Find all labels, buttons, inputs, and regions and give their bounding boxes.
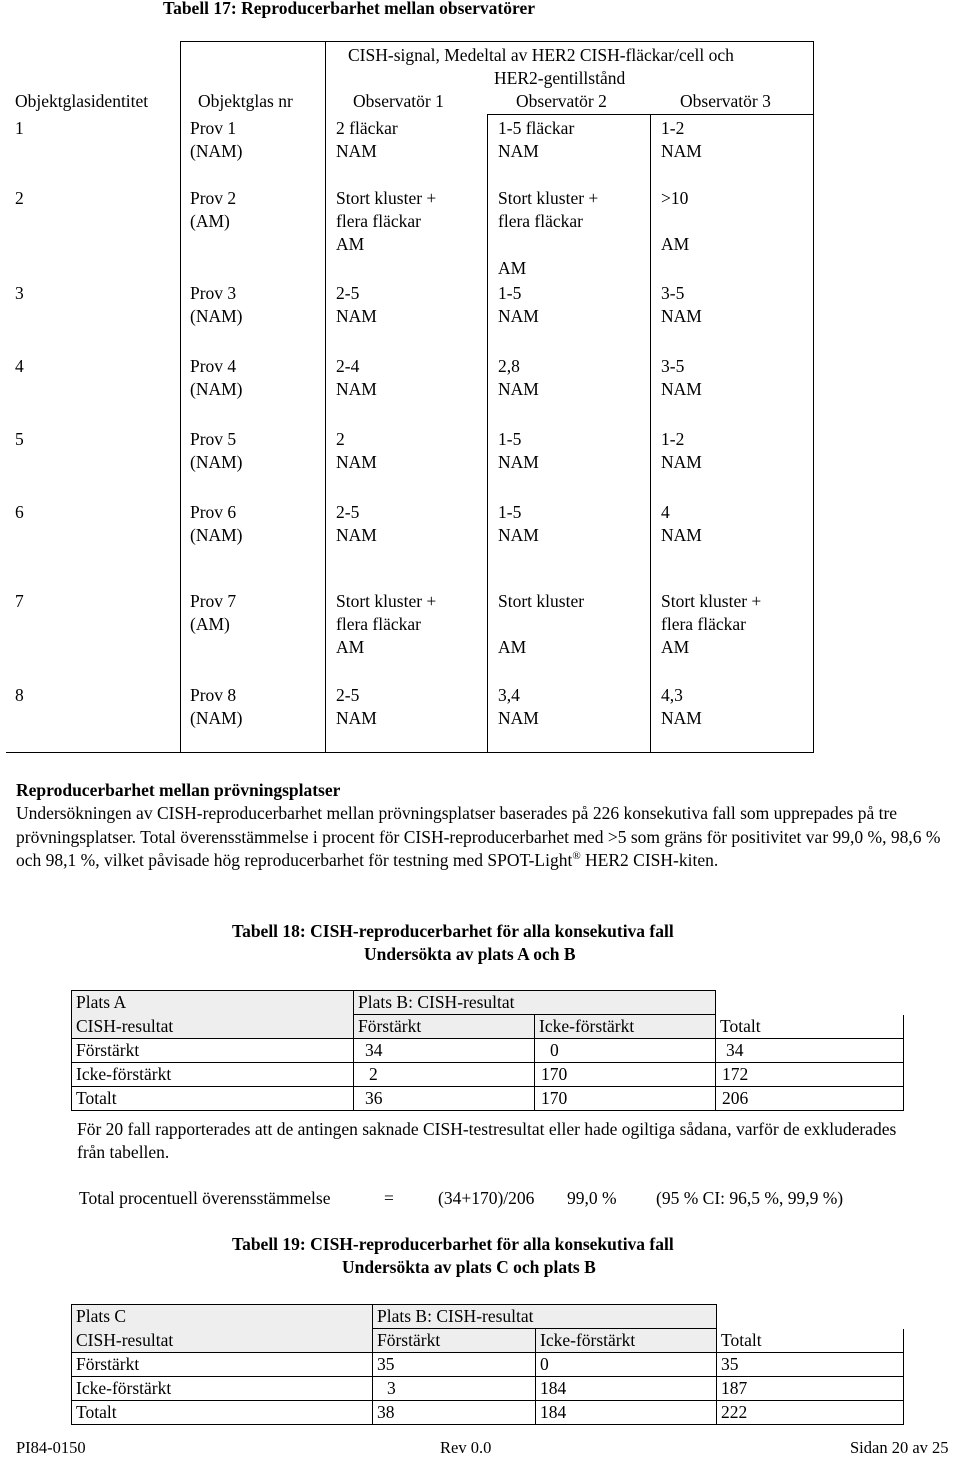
agreement-equals: = — [384, 1188, 394, 1208]
t17-row6-id: 6 — [15, 502, 24, 522]
t18-row3-c3: 206 — [716, 1087, 904, 1111]
t17-row3-o1-a: 2-5 — [336, 283, 360, 303]
t17-row2-id: 2 — [15, 188, 24, 208]
t17-row3-slide-b: (NAM) — [190, 306, 243, 326]
table18-caption-line2: Undersökta av plats A och B — [364, 944, 576, 964]
table-row — [72, 1377, 904, 1401]
t17-row8-o3-a: 4,3 — [661, 685, 683, 705]
t17-row3-slide-a: Prov 3 — [190, 283, 237, 303]
t17-row8-o2-b: NAM — [498, 708, 539, 728]
t18-row2-c3: 172 — [716, 1063, 904, 1087]
t19-row3-c1: 38 — [373, 1401, 536, 1425]
t19-row3-label: Totalt — [72, 1401, 373, 1425]
table18-caption-line1: Tabell 18: CISH-reproducerbarhet för alla konsekutiva fall — [232, 921, 674, 941]
t17-row1-slide-b: (NAM) — [190, 141, 243, 161]
t18-col2: Icke-förstärkt — [535, 1015, 716, 1039]
t17-row7-o2-a: Stort kluster — [498, 591, 585, 611]
table19-caption-line1: Tabell 19: CISH-reproducerbarhet för alla konsekutiva fall — [232, 1234, 674, 1254]
t19-row1-label: Förstärkt — [72, 1353, 373, 1377]
t17-row6-slide-b: (NAM) — [190, 525, 243, 545]
agreement-value: 99,0 % — [567, 1188, 617, 1208]
t18-corner-line2: CISH-resultat — [72, 1015, 354, 1039]
t17-row7-o1-b: flera fläckar — [336, 614, 421, 634]
t17-row1-id: 1 — [15, 118, 24, 138]
t17-group-header-line1: CISH-signal, Medeltal av HER2 CISH-fläckar/cell och — [348, 45, 734, 65]
t18-row1-label: Förstärkt — [72, 1039, 354, 1063]
footer-doc-id: PI84-0150 — [16, 1438, 86, 1457]
t17-row7-o2-c: AM — [498, 637, 527, 657]
t17-row6-o2-a: 1-5 — [498, 502, 522, 522]
t17-row4-o2-a: 2,8 — [498, 356, 520, 376]
t17-row2-o2-a: Stort kluster + — [498, 188, 599, 208]
section-heading: Reproducerbarhet mellan prövningsplatser — [16, 780, 341, 800]
t19-row3-c3: 222 — [717, 1401, 904, 1425]
t17-col-obs1: Observatör 1 — [353, 91, 444, 111]
t19-row1-c3: 35 — [717, 1353, 904, 1377]
t17-row8-o1-a: 2-5 — [336, 685, 360, 705]
t17-row8-o2-a: 3,4 — [498, 685, 520, 705]
t19-blank — [717, 1305, 904, 1329]
registered-mark: ® — [572, 850, 581, 863]
t19-col2: Icke-förstärkt — [536, 1329, 717, 1353]
t17-row2-slide-a: Prov 2 — [190, 188, 237, 208]
t17-row8-slide-b: (NAM) — [190, 708, 243, 728]
t17-row2-o1-b: flera fläckar — [336, 211, 421, 231]
t19-group-header-ext — [536, 1305, 717, 1329]
t17-row4-slide-a: Prov 4 — [190, 356, 237, 376]
t19-row1-c1: 35 — [373, 1353, 536, 1377]
t17-row6-o1-b: NAM — [336, 525, 377, 545]
t18-row3-c1: 36 — [354, 1087, 535, 1111]
t17-row7-o3-b: flera fläckar — [661, 614, 746, 634]
t17-row8-o1-b: NAM — [336, 708, 377, 728]
t19-row2-c2: 184 — [536, 1377, 717, 1401]
t17-row7-id: 7 — [15, 591, 24, 611]
t19-col1: Förstärkt — [373, 1329, 536, 1353]
table-row — [72, 1087, 904, 1111]
t17-row1-o2-a: 1-5 fläckar — [498, 118, 575, 138]
table-row — [72, 1353, 904, 1377]
t18-row1-c3: 34 — [716, 1039, 904, 1063]
section-paragraph-text2: HER2 CISH-kiten. — [580, 850, 719, 870]
t17-row2-o2-d: AM — [498, 258, 527, 278]
table18-note: För 20 fall rapporterades att de antingen saknade CISH-testresultat eller hade ogiltiga sådana, varför de exkluderades från tabellen. — [77, 1119, 897, 1162]
t18-row2-c2: 170 — [535, 1063, 716, 1087]
t17-row1-o1-b: NAM — [336, 141, 377, 161]
t19-corner-line1: Plats C — [72, 1305, 373, 1329]
t18-row3-label: Totalt — [72, 1087, 354, 1111]
t17-row2-o3-a: >10 — [661, 188, 689, 208]
t17-row5-slide-a: Prov 5 — [190, 429, 237, 449]
t17-row4-o1-b: NAM — [336, 379, 377, 399]
agreement-formula: (34+170)/206 — [438, 1188, 535, 1208]
t17-row3-o3-b: NAM — [661, 306, 702, 326]
t17-row7-o1-c: AM — [336, 637, 365, 657]
t17-col-obs3: Observatör 3 — [680, 91, 771, 111]
t17-row5-slide-b: (NAM) — [190, 452, 243, 472]
table19-caption-line2: Undersökta av plats C och plats B — [342, 1257, 596, 1277]
t17-row7-slide-b: (AM) — [190, 614, 230, 634]
t17-row8-o3-b: NAM — [661, 708, 702, 728]
t17-row3-o2-a: 1-5 — [498, 283, 522, 303]
t17-row1-o3-b: NAM — [661, 141, 702, 161]
t17-row3-o2-b: NAM — [498, 306, 539, 326]
t17-row2-o1-c: AM — [336, 234, 365, 254]
t17-row4-slide-b: (NAM) — [190, 379, 243, 399]
t17-row5-o3-a: 1-2 — [661, 429, 685, 449]
t18-corner-line1: Plats A — [72, 991, 354, 1015]
t18-group-header: Plats B: CISH-resultat — [354, 991, 535, 1015]
footer-page: Sidan 20 av 25 — [850, 1438, 949, 1457]
t17-row6-o3-b: NAM — [661, 525, 702, 545]
t17-row4-o2-b: NAM — [498, 379, 539, 399]
table-row — [72, 1039, 904, 1063]
t19-corner-line2: CISH-resultat — [72, 1329, 373, 1353]
t17-col-id: Objektglasidentitet — [15, 91, 149, 111]
t19-col3: Totalt — [717, 1329, 904, 1353]
t17-row3-id: 3 — [15, 283, 24, 303]
t17-row5-id: 5 — [15, 429, 24, 449]
t17-row6-o1-a: 2-5 — [336, 502, 360, 522]
t17-row4-o1-a: 2-4 — [336, 356, 360, 376]
t18-row2-c1: 2 — [354, 1063, 535, 1087]
t18-row1-c2: 0 — [535, 1039, 716, 1063]
table18 — [71, 990, 904, 1111]
t18-col1: Förstärkt — [354, 1015, 535, 1039]
t17-row1-slide-a: Prov 1 — [190, 118, 237, 138]
t17-row6-o3-a: 4 — [661, 502, 670, 522]
t18-col3: Totalt — [716, 1015, 904, 1039]
t17-row5-o3-b: NAM — [661, 452, 702, 472]
t18-row1-c1: 34 — [354, 1039, 535, 1063]
t17-row5-o2-b: NAM — [498, 452, 539, 472]
t19-row3-c2: 184 — [536, 1401, 717, 1425]
t19-group-header: Plats B: CISH-resultat — [373, 1305, 536, 1329]
t17-row6-o2-b: NAM — [498, 525, 539, 545]
t17-row3-o3-a: 3-5 — [661, 283, 685, 303]
t18-row3-c2: 170 — [535, 1087, 716, 1111]
t17-row7-o3-c: AM — [661, 637, 690, 657]
t17-row6-slide-a: Prov 6 — [190, 502, 237, 522]
t18-blank — [716, 991, 904, 1015]
t19-row2-label: Icke-förstärkt — [72, 1377, 373, 1401]
t17-row7-o3-a: Stort kluster + — [661, 591, 762, 611]
section-paragraph — [16, 802, 946, 873]
t17-row2-o3-c: AM — [661, 234, 690, 254]
t17-row1-o1-a: 2 fläckar — [336, 118, 398, 138]
agreement-label: Total procentuell överensstämmelse — [79, 1188, 331, 1208]
t17-row8-slide-a: Prov 8 — [190, 685, 237, 705]
t17-row1-o2-b: NAM — [498, 141, 539, 161]
table19 — [71, 1304, 904, 1425]
table-row — [72, 1063, 904, 1087]
t17-row2-slide-b: (AM) — [190, 211, 230, 231]
footer-revision: Rev 0.0 — [440, 1438, 492, 1457]
table-row — [72, 1401, 904, 1425]
t17-row4-o3-b: NAM — [661, 379, 702, 399]
section-paragraph-text1: Undersökningen av CISH-reproducerbarhet mellan prövningsplatser baserades på 226 konsekutiva fall som upprepades på tre prövningsplatser. Total överensstämmelse i procent för CISH-reproducerbarhet med >5 som gräns för positivitet var 99,0 %, 98,6 % och 98,1 %, vilket påvisade hög reproducerbarhet för testning med SPOT-Light — [16, 803, 941, 870]
t17-row4-o3-a: 3-5 — [661, 356, 685, 376]
t17-row2-o2-b: flera fläckar — [498, 211, 583, 231]
t17-row2-o1-a: Stort kluster + — [336, 188, 437, 208]
t19-row2-c1: 3 — [373, 1377, 536, 1401]
t19-row1-c2: 0 — [536, 1353, 717, 1377]
t17-row4-id: 4 — [15, 356, 24, 376]
t17-row7-o1-a: Stort kluster + — [336, 591, 437, 611]
t17-row5-o1-b: NAM — [336, 452, 377, 472]
t17-row7-slide-a: Prov 7 — [190, 591, 237, 611]
agreement-ci: (95 % CI: 96,5 %, 99,9 %) — [656, 1188, 844, 1208]
t18-group-header-ext — [535, 991, 716, 1015]
t18-row2-label: Icke-förstärkt — [72, 1063, 354, 1087]
t17-col-slide: Objektglas nr — [198, 91, 293, 111]
t17-row1-o3-a: 1-2 — [661, 118, 685, 138]
t17-group-header-line2: HER2-gentillstånd — [494, 68, 626, 88]
t17-row5-o1-a: 2 — [336, 429, 345, 449]
t17-col-obs2: Observatör 2 — [516, 91, 607, 111]
table17-caption: Tabell 17: Reproducerbarhet mellan observatörer — [163, 0, 535, 18]
t17-row3-o1-b: NAM — [336, 306, 377, 326]
t19-row2-c3: 187 — [717, 1377, 904, 1401]
t17-row8-id: 8 — [15, 685, 24, 705]
t17-row5-o2-a: 1-5 — [498, 429, 522, 449]
